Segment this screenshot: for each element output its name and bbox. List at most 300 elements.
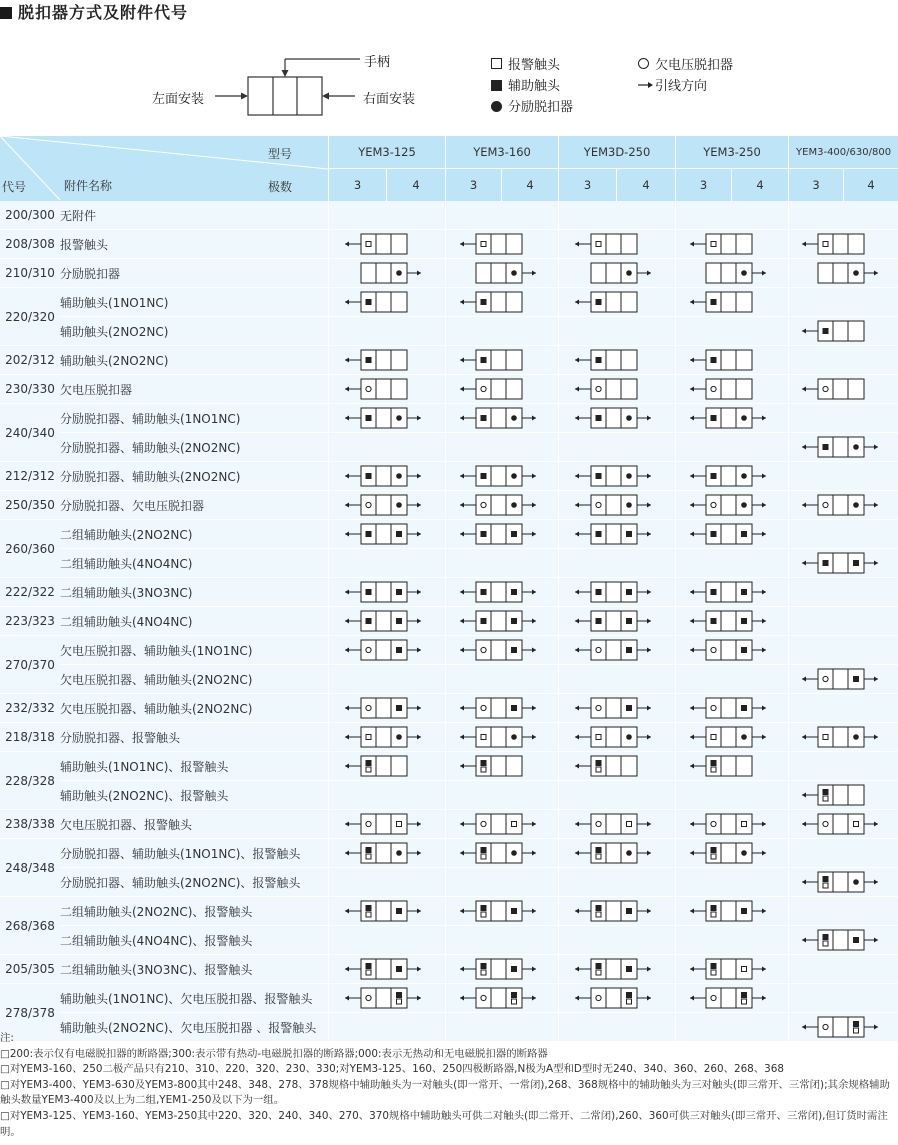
- breaker-accessory-symbol: [456, 638, 548, 662]
- model-header: YEM3D-250: [558, 136, 675, 168]
- breaker-accessory-symbol: [456, 493, 548, 517]
- model-symbol-cell: [445, 491, 558, 520]
- breaker-accessory-symbol: [456, 725, 548, 749]
- shunt-release-mark: [626, 850, 632, 856]
- alarm-contact-mark: [823, 796, 828, 801]
- accessory-name: 二组辅助触头(2NO2NC)、报警触头: [60, 897, 328, 926]
- model-symbol-cell: [675, 346, 788, 375]
- aux-contact-mark: [711, 760, 717, 766]
- lead-arrow-head: [762, 474, 766, 479]
- model-symbol-cell: [328, 433, 445, 462]
- breaker-accessory-symbol: [571, 580, 663, 604]
- accessory-code: 202/312: [0, 346, 60, 375]
- alarm-contact-mark: [512, 999, 517, 1004]
- model-header: YEM3-125: [328, 136, 445, 168]
- lead-arrow-head: [345, 590, 349, 595]
- shunt-release-mark: [511, 850, 517, 856]
- aux-contact-mark: [396, 647, 402, 653]
- shunt-release-mark: [396, 502, 402, 508]
- table-row: [0, 549, 898, 578]
- table-row: [0, 868, 898, 897]
- aux-contact-mark: [366, 415, 372, 421]
- aux-contact-mark: [481, 760, 487, 766]
- lead-arrow-head: [460, 735, 464, 740]
- model-symbol-cell: [788, 288, 898, 317]
- note-item: □对YEM3-400、YEM3-630及YEM3-800其中248、348、278、378规格中辅助触头为一对触头(即一常开、一常闭),268、368规格中的辅助触头为三对触头(即三常开、三常闭);其余规格辅助 触头数量YEM3-400及以上为二组,YEM1-250及以下为一组。: [0, 1078, 890, 1107]
- breaker-accessory-symbol: [798, 870, 890, 894]
- shunt-release-mark: [853, 444, 859, 450]
- table-row: [0, 491, 898, 520]
- lead-arrow-head: [575, 735, 579, 740]
- breaker-accessory-symbol: [686, 841, 778, 865]
- undervoltage-release-mark: [711, 386, 716, 391]
- undervoltage-release-mark: [366, 386, 371, 391]
- accessory-name: 分励脱扣器、报警触头: [60, 723, 328, 752]
- alarm-contact-mark: [366, 767, 371, 772]
- lead-arrow-head: [690, 503, 694, 508]
- breaker-accessory-symbol: [798, 493, 890, 517]
- aux-contact-mark: [396, 531, 402, 537]
- breaker-accessory-symbol: [341, 406, 433, 430]
- model-symbol-cell: [558, 578, 675, 607]
- model-symbol-cell: [558, 955, 675, 984]
- lead-arrow-head: [532, 735, 536, 740]
- accessory-code: 250/350: [0, 491, 60, 520]
- lead-arrow-head: [762, 532, 766, 537]
- breaker-accessory-symbol: [341, 464, 433, 488]
- model-symbol-cell: [675, 317, 788, 346]
- undervoltage-release-mark: [822, 386, 827, 391]
- accessory-name: 无附件: [60, 201, 328, 230]
- lead-arrow-head: [460, 590, 464, 595]
- alarm-contact-mark: [512, 822, 517, 827]
- lead-arrow-head: [647, 271, 651, 276]
- lead-arrow-head: [874, 503, 878, 508]
- pole-header: 3: [445, 168, 501, 201]
- pole-header: 3: [558, 168, 616, 201]
- lead-arrow-head: [647, 648, 651, 653]
- lead-arrow-head: [575, 503, 579, 508]
- legend-alarm: 报警触头: [491, 54, 560, 73]
- model-symbol-cell: [675, 259, 788, 288]
- aux-contact-mark: [822, 444, 828, 450]
- shunt-release-mark: [741, 473, 747, 479]
- model-symbol-cell: [788, 752, 898, 781]
- alarm-contact-mark: [742, 822, 747, 827]
- alarm-contact-mark: [627, 822, 632, 827]
- aux-contact-mark: [481, 618, 487, 624]
- model-symbol-cell: [788, 723, 898, 752]
- model-symbol-cell: [445, 752, 558, 781]
- shunt-release-mark: [741, 850, 747, 856]
- lead-arrow-head: [460, 967, 464, 972]
- shunt-release-mark: [511, 415, 517, 421]
- breaker-accessory-symbol: [571, 812, 663, 836]
- lead-arrow-head: [874, 938, 878, 943]
- model-symbol-cell: [445, 984, 558, 1013]
- accessory-name: 辅助触头(2NO2NC): [60, 317, 328, 346]
- lead-arrow-head: [460, 851, 464, 856]
- accessory-code: 270/370: [0, 636, 60, 694]
- lead-arrow-head: [647, 735, 651, 740]
- alarm-contact-mark: [366, 970, 371, 975]
- lead-arrow-head: [647, 996, 651, 1001]
- aux-contact-mark: [596, 905, 602, 911]
- breaker-accessory-symbol: [456, 580, 548, 604]
- aux-contact-mark: [596, 473, 602, 479]
- shunt-release-mark: [396, 473, 402, 479]
- lead-arrow-head: [532, 416, 536, 421]
- left-install-label: 左面安装: [152, 92, 205, 107]
- alarm-contact-mark: [481, 854, 486, 859]
- aux-contact-mark: [822, 560, 828, 566]
- label-name: 附件名称: [64, 179, 113, 193]
- aux-contact-mark: [711, 963, 717, 969]
- alarm-contact-mark: [823, 941, 828, 946]
- pole-header: 4: [843, 168, 898, 201]
- lead-arrow-head: [532, 532, 536, 537]
- model-symbol-cell: [788, 665, 898, 694]
- undervoltage-release-mark: [711, 821, 716, 826]
- lead-arrow-head: [345, 358, 349, 363]
- accessory-code: 212/312: [0, 462, 60, 491]
- model-symbol-cell: [328, 897, 445, 926]
- table-row: [0, 665, 898, 694]
- heading-text: 脱扣器方式及附件代号: [18, 3, 189, 22]
- shunt-release-mark: [396, 850, 402, 856]
- table-row: [0, 955, 898, 984]
- breaker-accessory-symbol: [341, 696, 433, 720]
- model-symbol-cell: [558, 259, 675, 288]
- model-symbol-cell: [675, 404, 788, 433]
- model-symbol-cell: [445, 868, 558, 897]
- breaker-accessory-symbol: [686, 899, 778, 923]
- table-body: [0, 201, 898, 1042]
- aux-contact-mark: [596, 589, 602, 595]
- pole-header: 4: [616, 168, 675, 201]
- breaker-accessory-symbol: [456, 986, 548, 1010]
- table-row: [0, 607, 898, 636]
- accessory-code: 230/330: [0, 375, 60, 404]
- breaker-accessory-symbol: [571, 638, 663, 662]
- lead-arrow-head: [690, 996, 694, 1001]
- lead-arrow-head: [690, 735, 694, 740]
- breaker-accessory-symbol: [341, 377, 433, 401]
- model-symbol-cell: [558, 984, 675, 1013]
- shunt-release-mark: [853, 734, 859, 740]
- accessory-code: 218/318: [0, 723, 60, 752]
- breaker-accessory-symbol: [686, 261, 778, 285]
- lead-arrow-head: [874, 1025, 878, 1030]
- model-symbol-cell: [328, 230, 445, 259]
- model-symbol-cell: [328, 607, 445, 636]
- aux-contact-mark: [396, 705, 402, 711]
- undervoltage-release-mark: [822, 821, 827, 826]
- model-symbol-cell: [558, 404, 675, 433]
- model-symbol-cell: [558, 926, 675, 955]
- aux-contact-mark: [511, 908, 517, 914]
- breaker-accessory-symbol: [571, 957, 663, 981]
- lead-arrow-head: [345, 242, 349, 247]
- model-symbol-cell: [675, 607, 788, 636]
- model-symbol-cell: [328, 520, 445, 549]
- lead-arrow-head: [690, 619, 694, 624]
- breaker-accessory-symbol: [686, 754, 778, 778]
- aux-contact-mark: [596, 357, 602, 363]
- breaker-accessory-symbol: [571, 290, 663, 314]
- model-symbol-cell: [445, 346, 558, 375]
- alarm-contact-mark: [481, 970, 486, 975]
- lead-arrow-head: [647, 590, 651, 595]
- arrow-right-icon: [638, 79, 655, 94]
- model-symbol-cell: [675, 230, 788, 259]
- model-header: YEM3-250: [675, 136, 788, 168]
- breaker-accessory-symbol: [686, 609, 778, 633]
- aux-contact-mark: [853, 560, 859, 566]
- table-row: [0, 520, 898, 549]
- aux-contact-mark: [741, 589, 747, 595]
- lead-arrow-head: [690, 822, 694, 827]
- model-symbol-cell: [788, 636, 898, 665]
- lead-arrow-head: [460, 764, 464, 769]
- accessory-code: 260/360: [0, 520, 60, 578]
- lead-arrow-head: [762, 822, 766, 827]
- model-symbol-cell: [675, 868, 788, 897]
- aux-contact-mark: [741, 531, 747, 537]
- aux-contact-mark: [626, 589, 632, 595]
- pole-header: 3: [788, 168, 843, 201]
- model-symbol-cell: [675, 955, 788, 984]
- undervoltage-release-mark: [822, 502, 827, 507]
- breaker-accessory-symbol: [341, 841, 433, 865]
- accessory-name: 分励脱扣器、辅助触头(2NO2NC)、报警触头: [60, 868, 328, 897]
- aux-contact-mark: [396, 589, 402, 595]
- lead-arrow-head: [460, 619, 464, 624]
- aux-contact-mark: [481, 963, 487, 969]
- shunt-release-mark: [511, 502, 517, 508]
- breaker-accessory-symbol: [456, 348, 548, 372]
- lead-arrow-head: [575, 300, 579, 305]
- breaker-accessory-symbol: [686, 725, 778, 749]
- model-symbol-cell: [445, 926, 558, 955]
- lead-arrow-head: [690, 967, 694, 972]
- lead-arrow-head: [762, 590, 766, 595]
- lead-arrow-head: [460, 503, 464, 508]
- model-symbol-cell: [328, 578, 445, 607]
- lead-arrow-head: [460, 822, 464, 827]
- aux-contact-mark: [511, 618, 517, 624]
- table-row: [0, 259, 898, 288]
- aux-contact-mark: [481, 531, 487, 537]
- lead-arrow-head: [345, 300, 349, 305]
- label-code: 代号: [2, 180, 27, 194]
- accessory-name: 辅助触头(2NO2NC): [60, 346, 328, 375]
- accessory-code: 210/310: [0, 259, 60, 288]
- breaker-accessory-symbol: [456, 377, 548, 401]
- shunt-release-mark: [511, 734, 517, 740]
- undervoltage-release-mark: [711, 705, 716, 710]
- aux-contact-mark: [366, 618, 372, 624]
- lead-arrow-head: [417, 590, 421, 595]
- lead-arrow-head: [460, 648, 464, 653]
- breaker-accessory-symbol: [798, 551, 890, 575]
- undervoltage-release-mark: [596, 386, 601, 391]
- model-symbol-cell: [558, 317, 675, 346]
- model-symbol-cell: [675, 549, 788, 578]
- shunt-release-mark: [853, 270, 859, 276]
- lead-arrow-head: [532, 474, 536, 479]
- shunt-release-mark: [741, 734, 747, 740]
- breaker-accessory-symbol: [686, 957, 778, 981]
- open-square-icon: [491, 58, 502, 69]
- aux-contact-mark: [711, 589, 717, 595]
- model-symbol-cell: [328, 665, 445, 694]
- alarm-contact-mark: [366, 854, 371, 859]
- model-symbol-cell: [788, 346, 898, 375]
- model-header: YEM3-160: [445, 136, 558, 168]
- lead-arrow-head: [762, 967, 766, 972]
- lead-arrow-head: [647, 503, 651, 508]
- accessory-name: 分励脱扣器、辅助触头(2NO2NC): [60, 433, 328, 462]
- model-symbol-cell: [328, 810, 445, 839]
- aux-contact-mark: [596, 299, 602, 305]
- model-symbol-cell: [558, 491, 675, 520]
- breaker-accessory-symbol: [686, 580, 778, 604]
- breaker-accessory-symbol: [571, 377, 663, 401]
- breaker-accessory-symbol: [571, 725, 663, 749]
- lead-arrow-head: [417, 271, 421, 276]
- shunt-release-mark: [741, 502, 747, 508]
- pole-header: 4: [731, 168, 788, 201]
- undervoltage-release-mark: [596, 647, 601, 652]
- alarm-contact-mark: [397, 822, 402, 827]
- model-symbol-cell: [788, 926, 898, 955]
- model-symbol-cell: [675, 810, 788, 839]
- model-symbol-cell: [675, 520, 788, 549]
- model-symbol-cell: [558, 868, 675, 897]
- accessory-code: 232/332: [0, 694, 60, 723]
- lead-arrow-head: [647, 474, 651, 479]
- lead-arrow-head: [762, 735, 766, 740]
- shunt-release-mark: [396, 734, 402, 740]
- aux-contact-mark: [396, 908, 402, 914]
- lead-arrow-head: [345, 822, 349, 827]
- alarm-contact-mark: [711, 767, 716, 772]
- undervoltage-release-mark: [822, 676, 827, 681]
- model-symbol-cell: [675, 375, 788, 404]
- model-symbol-cell: [788, 259, 898, 288]
- breaker-accessory-symbol: [798, 319, 890, 343]
- undervoltage-release-mark: [596, 995, 601, 1000]
- aux-contact-mark: [511, 531, 517, 537]
- lead-arrow-head: [417, 416, 421, 421]
- model-symbol-cell: [558, 897, 675, 926]
- alarm-contact-mark: [711, 735, 716, 740]
- lead-arrow-head: [532, 996, 536, 1001]
- filled-dot-icon: [491, 101, 502, 112]
- model-symbol-cell: [788, 781, 898, 810]
- table-row: [0, 578, 898, 607]
- breaker-accessory-symbol: [341, 638, 433, 662]
- undervoltage-release-mark: [481, 995, 486, 1000]
- lead-arrow-head: [690, 300, 694, 305]
- lead-arrow-head: [575, 909, 579, 914]
- lead-arrow-head: [345, 619, 349, 624]
- lead-arrow-head: [460, 996, 464, 1001]
- model-symbol-cell: [328, 375, 445, 404]
- model-symbol-cell: [675, 578, 788, 607]
- lead-arrow-head: [690, 242, 694, 247]
- pole-header: 3: [675, 168, 731, 201]
- accessory-name: 二组辅助触头(3NO3NC)、报警触头: [60, 955, 328, 984]
- lead-arrow-head: [345, 706, 349, 711]
- lead-arrow-head: [345, 532, 349, 537]
- pole-header: 3: [328, 168, 386, 201]
- model-symbol-cell: [558, 665, 675, 694]
- lead-arrow-head: [575, 967, 579, 972]
- shunt-release-mark: [853, 879, 859, 885]
- lead-arrow-head: [417, 822, 421, 827]
- lead-arrow-head: [417, 996, 421, 1001]
- model-symbol-cell: [328, 868, 445, 897]
- alarm-contact-mark: [823, 242, 828, 247]
- model-symbol-cell: [675, 636, 788, 665]
- alarm-contact-mark: [366, 735, 371, 740]
- breaker-accessory-symbol: [571, 986, 663, 1010]
- lead-arrow-head: [345, 764, 349, 769]
- lead-arrow-head: [345, 416, 349, 421]
- accessory-code: 278/378: [0, 984, 60, 1042]
- accessory-name: 辅助触头(1NO1NC)、报警触头: [60, 752, 328, 781]
- model-symbol-cell: [328, 549, 445, 578]
- legend-lead: 引线方向: [638, 75, 707, 94]
- lead-arrow-head: [575, 648, 579, 653]
- lead-arrow-head: [460, 416, 464, 421]
- accessory-name: 欠电压脱扣器、辅助触头(1NO1NC): [60, 636, 328, 665]
- lead-arrow-head: [802, 677, 806, 682]
- table-row: [0, 926, 898, 955]
- breaker-accessory-symbol: [341, 348, 433, 372]
- aux-contact-mark: [481, 847, 487, 853]
- aux-contact-mark: [366, 760, 372, 766]
- lead-arrow-head: [690, 416, 694, 421]
- breaker-accessory-symbol: [686, 493, 778, 517]
- aux-contact-mark: [366, 473, 372, 479]
- breaker-accessory-symbol: [571, 493, 663, 517]
- model-symbol-cell: [558, 839, 675, 868]
- lead-arrow-head: [417, 706, 421, 711]
- aux-contact-mark: [596, 415, 602, 421]
- model-symbol-cell: [558, 723, 675, 752]
- undervoltage-release-mark: [481, 821, 486, 826]
- model-symbol-cell: [788, 984, 898, 1013]
- model-symbol-cell: [328, 839, 445, 868]
- lead-arrow-head: [874, 445, 878, 450]
- model-symbol-cell: [328, 926, 445, 955]
- lead-arrow-head: [802, 822, 806, 827]
- aux-contact-mark: [711, 415, 717, 421]
- aux-contact-mark: [626, 618, 632, 624]
- lead-arrow-head: [460, 532, 464, 537]
- model-symbol-cell: [675, 433, 788, 462]
- model-symbol-cell: [445, 259, 558, 288]
- lead-arrow-head: [762, 648, 766, 653]
- model-symbol-cell: [328, 317, 445, 346]
- legend-shunt: 分励脱扣器: [491, 96, 573, 115]
- accessory-name: 欠电压脱扣器、辅助触头(2NO2NC): [60, 694, 328, 723]
- model-symbol-cell: [788, 839, 898, 868]
- alarm-contact-mark: [481, 735, 486, 740]
